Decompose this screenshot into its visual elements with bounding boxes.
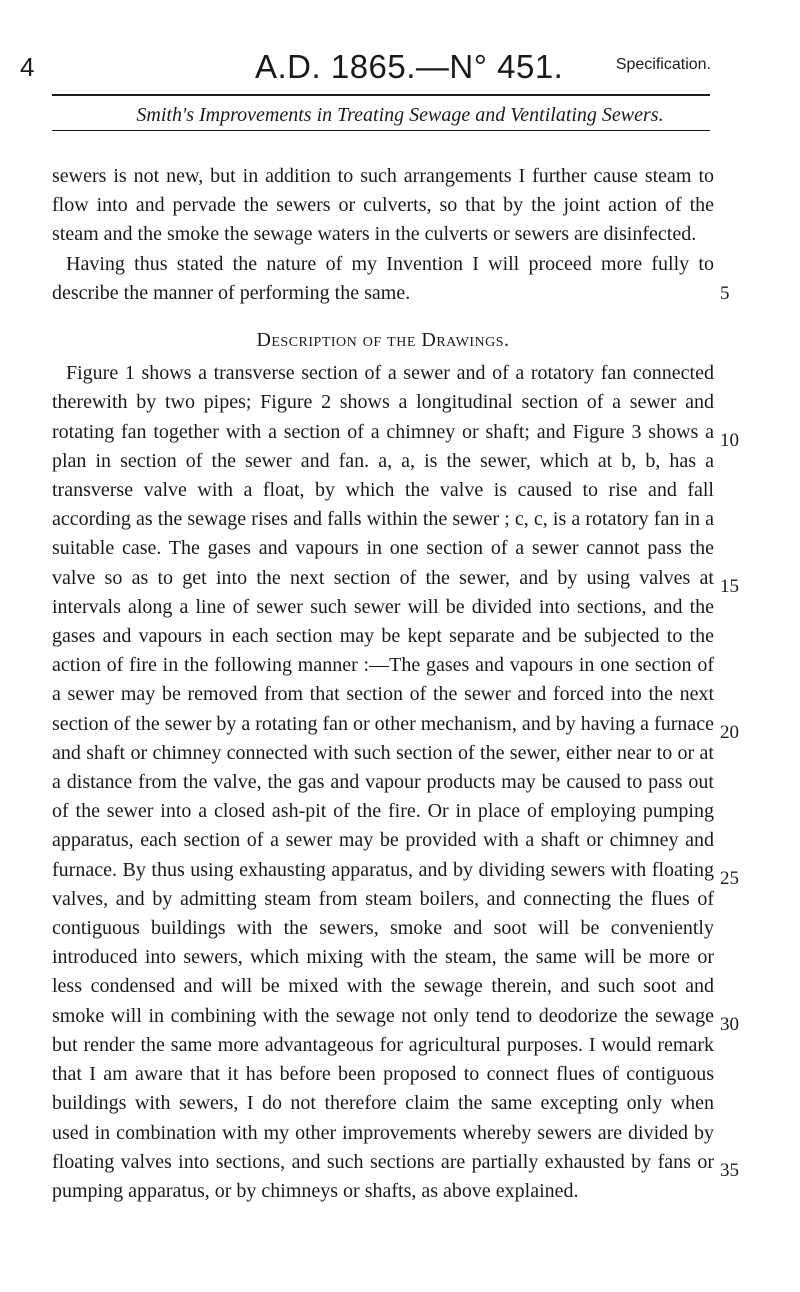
line-number-5: 5	[720, 283, 730, 304]
line-number-25: 25	[720, 868, 739, 889]
page-number: 4	[20, 52, 35, 82]
line-number-35: 35	[720, 1160, 739, 1181]
section-heading: Description of the Drawings.	[256, 329, 510, 352]
paragraph-2: Having thus stated the nature of my Invention I will proceed more fully to describe the manner of performing the same.	[52, 252, 714, 304]
header-label: Specification.	[615, 56, 711, 73]
header-rule-top	[52, 94, 710, 96]
paragraph-3: Figure 1 shows a transverse section of a sewer and of a rotatory fan connected therewith by two pipes; Figure 2 shows a longitudinal section of a sewer and rotating fan together with a section of a chimney or shaft; and Figure 3 shows a plan in section of the sewer and fan. a, a, is the sewer, which at b, b, has a transverse valve with a float, by which the valve is caused to rise and fall according as the sewage rises and falls within the sewer ; c, c, is a rotatory fan in a suitable case. The gases and vapours in one section of a sewer cannot pass the valve so as to get into the next section of the sewer, and by using valves at intervals along a line of sewer such sewer will be divided into sections, and the gases and vapours in each section may be kept separate and be subjected to the action of fire in the following manner :—The gases and vapours in one section of a sewer may be removed from that section of the sewer and forced into the next section of the sewer by a rotating fan or other mechanism, and by having a furnace and shaft or chimney connected with such section of the sewer, either near to or at a distance from the valve, the gas and vapour products may be caused to pass out of the sewer into a closed ash-pit of the fire. Or in place of employing pumping apparatus, each section of a sewer may be provided with a shaft or chimney and furnace. By thus using exhausting apparatus, and by dividing sewers with floating valves, and by admitting steam from steam boilers, and connecting the flues of contiguous buildings with the sewers, smoke and soot will be conveniently introduced into sewers, which mixing with the steam, the same will be more or less condensed and will be mixed with the sewage therein, and such soot and smoke will in combining with the sewage not only tend to deodorize the sewage but render the same more advantageous for agricultural purposes. I would remark that I am aware that it has before been proposed to connect flues of contiguous buildings with sewers, I do not therefore claim the same excepting only when used in combination with my other improvements whereby sewers are divided by floating valves into sections, and such sections are partially exhausted by fans or pumping apparatus, or by chimneys or shafts, as above explained.	[52, 362, 714, 1202]
line-number-30: 30	[720, 1014, 739, 1035]
paragraph-1: sewers is not new, but in addition to such arrangements I further cause steam to flow into and pervade the sewers or culverts, so that by the joint action of the steam and the smoke the sewage waters in the culverts or sewers are disinfected.	[52, 165, 714, 246]
header-title: A.D. 1865.—N° 451.	[255, 48, 564, 85]
line-number-15: 15	[720, 576, 739, 597]
header-rule-bottom	[52, 130, 710, 131]
line-number-10: 10	[720, 430, 739, 451]
line-number-20: 20	[720, 722, 739, 743]
body-text	[52, 162, 714, 1206]
page-header	[20, 48, 711, 88]
running-subtitle: Smith's Improvements in Treating Sewage and Ventilating Sewers.	[136, 104, 664, 126]
